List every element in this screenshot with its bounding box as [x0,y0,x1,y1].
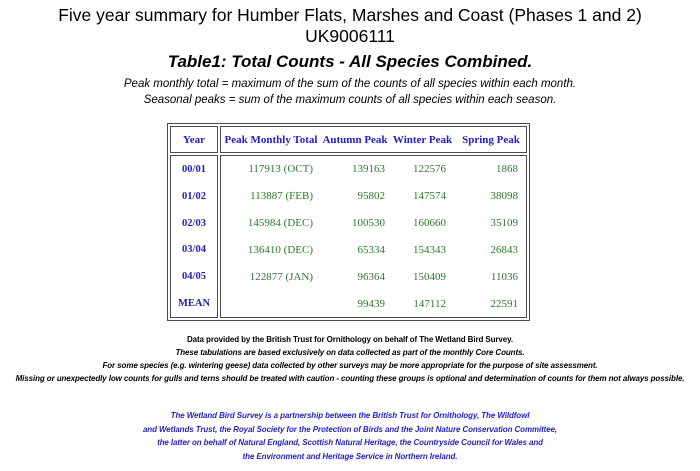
partnership-credits [0,409,700,463]
site-code: UK9006111 [305,26,395,46]
credit-line: the latter on behalf of Natural England, Scottish Natural Heritage, the Countryside Council for Wales and [157,438,543,447]
column-header-winter-peak: Winter Peak [392,133,453,146]
year-label-mean: MEAN [177,298,211,310]
table-cell-autumn-peak: 100530 [352,217,385,230]
report-header [0,5,700,108]
table-cell-winter-peak: 154343 [413,243,446,256]
table-cell-peak-monthly-total: 117913 (OCT) [248,163,313,176]
table-cell-autumn-peak: 95802 [357,190,385,203]
table-cell-spring-peak: 1868 [496,163,518,176]
note-line: Missing or unexpectedly low counts for gulls and terns should be treated with caution - counting these groups is optional and determination of counts for them not always possible. [15,374,685,383]
year-label: 03/04 [182,244,206,256]
table-cell-autumn-peak: 65334 [357,243,385,256]
column-header-peak-monthly-total: Peak Monthly Total [224,133,318,146]
definition-peak-monthly-total: Peak monthly total = maximum of the sum of the counts of all species within each month. [123,78,577,90]
year-column-header-cell [170,126,218,153]
table-cell-winter-peak: 147112 [413,297,446,310]
note-line: These tabulations are based exclusively on data collected as part of the monthly Core Counts. [175,348,525,357]
data-notes [0,333,700,385]
year-column-header: Year [183,133,205,146]
table-cell-autumn-peak: 96364 [357,270,385,283]
table-body [220,155,527,318]
note-line: Data provided by the British Trust for Ornithology on behalf of The Wetland Bird Survey. [186,335,514,344]
credit-line: the Environment and Heritage Service in Northern Ireland. [242,451,458,461]
credit-line: and Wetlands Trust, the Royal Society for the Protection of Birds and the Joint Nature Conservation Committee, [142,424,558,434]
table-cell-spring-peak: 11036 [490,270,518,283]
year-column [170,155,218,318]
table-cell-winter-peak: 160660 [413,217,446,230]
table-cell-spring-peak: 38098 [490,190,518,203]
table-cell-peak-monthly-total: 145984 (DEC) [247,217,313,230]
page-title: Five year summary for Humber Flats, Marshes and Coast (Phases 1 and 2) [58,5,642,25]
table-title: Table1: Total Counts - All Species Combined. [167,52,533,71]
table-cell-autumn-peak: 139163 [352,163,385,176]
table-cell-peak-monthly-total: 136410 (DEC) [247,243,313,256]
column-header-spring-peak: Spring Peak [462,133,520,146]
year-label: 00/01 [182,163,206,175]
table-cell-peak-monthly-total: 113887 (FEB) [250,190,313,203]
table-cell-spring-peak: 22591 [490,297,518,310]
table-cell-winter-peak: 147574 [413,190,446,203]
definition-seasonal-peaks: Seasonal peaks = sum of the maximum counts of all species within each season. [143,94,557,106]
table-cell-spring-peak: 26843 [490,243,518,256]
table-cell-winter-peak: 150409 [413,270,446,283]
year-label: 02/03 [182,217,206,229]
table-cell-winter-peak: 122576 [413,163,446,176]
table-cell-peak-monthly-total: 122877 (JAN) [249,270,313,283]
year-label: 04/05 [182,271,206,283]
table-cell-spring-peak: 35109 [490,217,518,230]
year-label: 01/02 [182,190,206,202]
table-column-headers [220,126,527,153]
column-header-autumn-peak: Autumn Peak [322,133,388,146]
credit-line: The Wetland Bird Survey is a partnership between the British Trust for Ornithology, The Wildfowl [170,411,530,420]
table-cell-autumn-peak: 99439 [357,297,385,310]
note-line: For some species (e.g. wintering geese) data collected by other surveys may be more appropriate for the purpose of site assessment. [102,361,598,370]
summary-table [167,123,530,321]
